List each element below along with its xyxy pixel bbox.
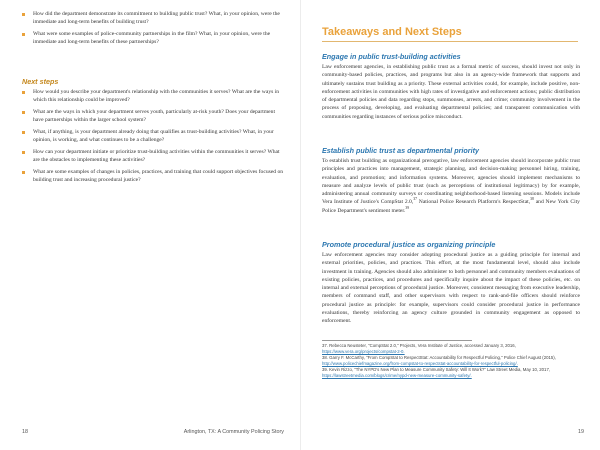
section-heading-departmental-priority: Establish public trust as departmental priority <box>322 146 479 155</box>
footnote-ref-38: 38 <box>530 197 534 202</box>
section-body-procedural-justice: Law enforcement agencies may consider adopting procedural justice as a guiding principle for internal and external priorities, policies, and practices. This effort, at the most fundamental level, should also include investment in training. Agencies should also administer to both personnel and community members evaluations of existing policies, practices, and procedures and specifically inquire about the impact of these policies, etc. on internal and external perceptions of procedural justice. Moreover, consistent messaging from executive leadership, members of command staff, and other supervisors with respect to rank-and-file officers should reinforce procedural justice as principle: for example, supervisors could consider procedural justice in performance evaluations, thereby reinforcing an agency culture grounded in community engagement as opposed to enforcement. <box>322 252 580 325</box>
footnote-37: 37. Rebecca Neusteter, "CompStat 2.0," Projects, Vera Institute of Justice, accessed January 3, 2016, https://www.vera.org/projects/compstat-2-0. <box>322 343 516 354</box>
footnote-ref-37: 37 <box>413 197 418 202</box>
next-steps-list <box>22 88 284 188</box>
footnote-divider <box>322 340 472 341</box>
list-item: What are some examples of changes in policies, practices, and training that could support objectives focused on building trust and increasing procedural justice? <box>22 168 284 185</box>
right-page <box>300 0 600 450</box>
footnote-link[interactable]: https://www.vera.org/projects/compstat-2-0. <box>322 348 405 354</box>
list-item: What, if anything, is your department already doing that qualifies as trust-building activities? What, in your opinion, is working, and what continues to be a challenge? <box>22 128 284 145</box>
footnote-link[interactable]: https://lawstreetmedia.com/blogs/crime/nypd-new-measure-community-safety/. <box>322 372 472 378</box>
page-number-left: 18 <box>22 429 28 435</box>
bullet-icon <box>22 91 25 94</box>
bullet-icon <box>22 151 25 154</box>
list-item: What are the ways in which your department serves youth, particularly at-risk youth? Does your department have partnerships within the larger school system? <box>22 108 284 125</box>
bullet-icon <box>22 13 25 16</box>
list-item: How did the department demonstrate its commitment to building public trust? What, in your opinion, were the immediate and long-term benefits of building trust? <box>22 10 284 27</box>
footnote-link[interactable]: http://www.policechiefmagazine.org/from-compstat-to-respectstat-accountability-for-respectful-policing/. <box>322 360 518 366</box>
page-number-right: 19 <box>578 429 584 435</box>
bullet-icon <box>22 171 25 174</box>
next-steps-heading: Next steps <box>22 77 59 86</box>
discussion-list <box>22 10 284 50</box>
section-body-trust-building: Law enforcement agencies, in establishing public trust as a formal metric of success, should invest not only in community-based policies, practices, and programs but also in an agency-wide framework that supports and ultimately sustains trust building as a priority. These external activities could, for example, include positive, non-enforcement activities in communities with high rates of investigative and enforcement actions; public distribution of departmental policies and data regarding stops, summonses, arrests, and crime; community involvement in the process of proposing, developing, and evaluating departmental policies; and transparent communication with communities regarding instances of serious police misconduct. <box>322 64 580 120</box>
section-heading-trust-building: Engage in public trust-building activities <box>322 52 461 61</box>
bullet-icon <box>22 33 25 36</box>
list-item: What were some examples of police-community partnerships in the film? What, in your opinion, were the immediate and long-term benefits of these partnerships? <box>22 30 284 47</box>
footnote-39: 39. Kevin Rizzo, "The NYPD's New Plan to Measure Community Safety: Will It Work?" Law Street Media, May 10, 2017, https://lawstreetmedia.com/blogs/crime/nypd-new-measure-community-safety/. <box>322 367 551 378</box>
section-heading-procedural-justice: Promote procedural justice as organizing principle <box>322 240 496 249</box>
title-divider <box>322 41 578 42</box>
list-item: How would you describe your department's relationship with the communities it serves? What are the ways in which this relationship could be improved? <box>22 88 284 105</box>
list-item: How can your department initiate or prioritize trust-building activities within the communities it serves? What are the obstacles to implementing these activities? <box>22 148 284 165</box>
footnote-ref-39: 39 <box>405 205 410 210</box>
bullet-icon <box>22 131 25 134</box>
bullet-icon <box>22 111 25 114</box>
running-title: Arlington, TX: A Community Policing Story <box>183 429 284 435</box>
page-title: Takeaways and Next Steps <box>322 26 462 38</box>
section-body-departmental-priority: To establish trust building as organizational prerogative, law enforcement agencies should incorporate public trust principles and practices into management, strategic planning, and decision-making personnel hiring, training, evaluation, and promotion; and information systems. Moreover, agencies should implement mechanisms to measure and analyze levels of public trust (such as perceptions of institutional legitimacy) by for example, administering annual community surveys or coordinating neighborhood-based listening sessions. Models include Vera Institute of Justice's CompStat 2.0,37 National Police Research Platform's RespectStat,$^{38}$ and New York City Police Department's sentiment meter.$^{39}$ <box>322 158 580 214</box>
footnote-38: 38. Garry F. McCarthy, "From CompStat to RespectStat: Accountability for Respectful Policing," Police Chief August (2015), http://www.policechiefmagazine.org/from-compstat-to-respectstat-accountability-for-respectful-policing/. <box>322 355 556 366</box>
